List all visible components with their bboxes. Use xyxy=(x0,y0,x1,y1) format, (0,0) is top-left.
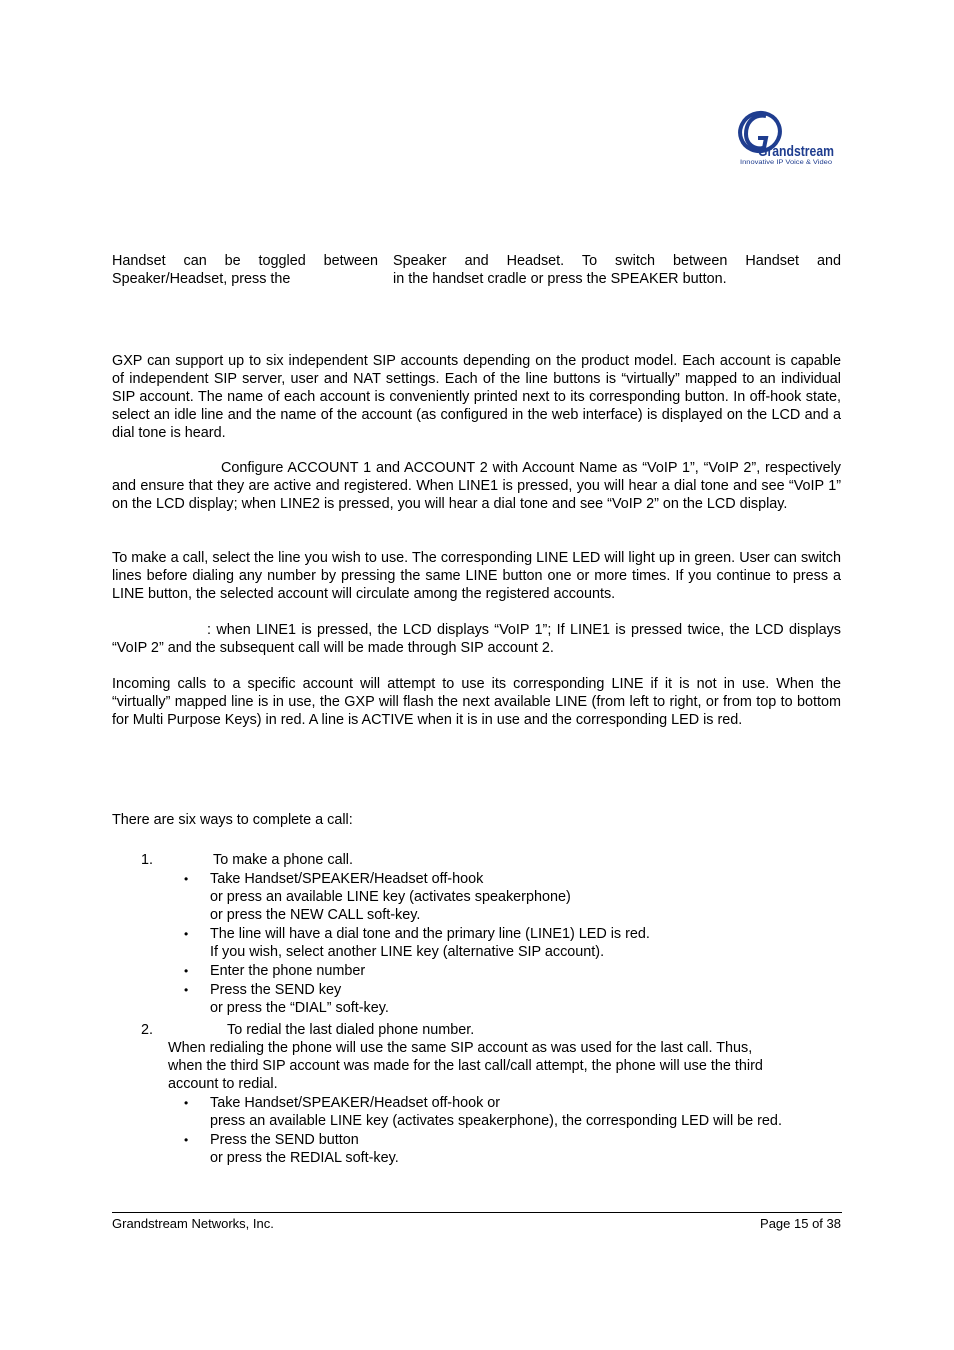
logo-tagline: Innovative IP Voice & Video xyxy=(740,160,833,166)
list-item: The line will have a dial tone and the primary line (LINE1) LED is red. If you wish, select another LINE key (alternative SIP account). xyxy=(210,926,650,960)
footer-divider xyxy=(112,1212,842,1213)
bullet-icon: • xyxy=(184,1096,189,1110)
handset-line1-right: Speaker and Headset. To switch between Handset and xyxy=(393,253,841,269)
logo-wordmark: Grandstream xyxy=(758,143,834,160)
list-item-number-2: 2. xyxy=(141,1022,154,1038)
footer-company: Grandstream Networks, Inc. xyxy=(112,1216,274,1231)
handset-line2-left: Speaker/Headset, press the xyxy=(112,271,291,287)
list-item: Take Handset/SPEAKER/Headset off-hook or press an available LINE key (activates speakerphone) or press the NEW CALL soft-key. xyxy=(210,871,571,923)
grandstream-logo-icon xyxy=(736,108,840,168)
bullet-icon: • xyxy=(184,964,189,978)
handset-line2-right: in the handset cradle or press the SPEAKER button. xyxy=(393,271,727,287)
list-item: Take Handset/SPEAKER/Headset off-hook or press an available LINE key (activates speakerphone), the corresponding LED will be red. xyxy=(210,1095,782,1129)
list-item: Press the SEND key or press the “DIAL” soft-key. xyxy=(210,982,389,1016)
multi-sip-paragraph-3: To make a call, select the line you wish to use. The corresponding LINE LED will light up in green. User can switch lines before dialing any number by pressing the same LINE button one or more times. If you continue to press a LINE button, the selected account will circulate among the registered accounts. xyxy=(112,550,841,602)
bullet-icon: • xyxy=(184,927,189,941)
list-item-2-text: To redial the last dialed phone number. xyxy=(227,1022,475,1038)
multi-sip-example-2-paragraph: : when LINE1 is pressed, the LCD displays “VoIP 1”; If LINE1 is pressed twice, the LCD displays “VoIP 2” and the subsequent call will be made through SIP account 2. xyxy=(112,622,841,656)
list-item: Enter the phone number xyxy=(210,963,366,979)
list-item-1-text: To make a phone call. xyxy=(213,852,353,868)
bullet-icon: • xyxy=(184,872,189,886)
list-item: Press the SEND button or press the REDIAL soft-key. xyxy=(210,1132,399,1166)
bullet-icon: • xyxy=(184,1133,189,1147)
grandstream-logo xyxy=(736,108,840,168)
footer-page-number: Page 15 of 38 xyxy=(760,1216,841,1231)
handset-line1-left: Handset can be toggled between xyxy=(112,253,378,269)
redial-description: When redialing the phone will use the same SIP account as was used for the last call. Thus, when the third SIP account was made for the last call/call attempt, the phone will use the third account to redial. xyxy=(168,1040,763,1092)
multi-sip-example-paragraph: Configure ACCOUNT 1 and ACCOUNT 2 with Account Name as “VoIP 1”, “VoIP 2”, respectively and ensure that they are active and registered. When LINE1 is pressed, you will hear a dial tone and see “VoIP 1” on the LCD display; when LINE2 is pressed, you will hear a dial tone and see “VoIP 2” on the LCD display. xyxy=(112,460,841,512)
handset-toggle-paragraph xyxy=(112,252,841,288)
multi-sip-paragraph-1: GXP can support up to six independent SIP accounts depending on the product model. Each account is capable of independent SIP server, user and NAT settings. Each of the line buttons is “virtually” mapped to an individual SIP account. The name of each account is conveniently printed next to its corresponding button. In off-hook state, select an idle line and the name of the account (as configured in the web interface) is displayed on the LCD and a dial tone is heard. xyxy=(112,353,841,441)
list-item-number-1: 1. xyxy=(141,852,154,868)
multi-sip-paragraph-5: Incoming calls to a specific account will attempt to use its corresponding LINE if it is not in use. When the “virtually” mapped line is in use, the GXP will flash the next available LINE (from left to right, or from top to bottom for Multi Purpose Keys) in red. A line is ACTIVE when it is in use and the corresponding LED is red. xyxy=(112,676,841,728)
making-calls-intro: There are six ways to complete a call: xyxy=(112,812,353,828)
bullet-icon: • xyxy=(184,983,189,997)
